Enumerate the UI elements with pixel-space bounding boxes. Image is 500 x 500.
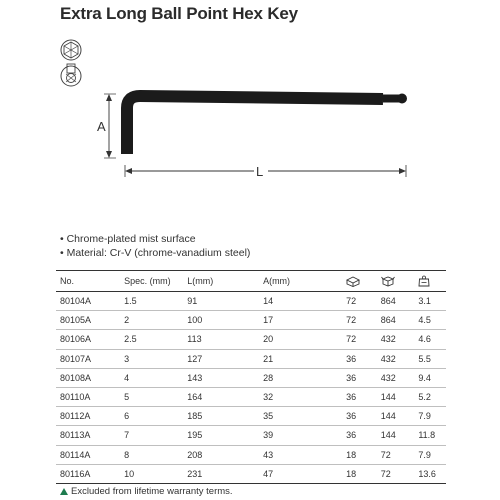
cell-carton: 144 bbox=[377, 426, 415, 445]
cell-l: 195 bbox=[183, 426, 259, 445]
page-title: Extra Long Ball Point Hex Key bbox=[60, 4, 298, 23]
col-header-inner-pack bbox=[342, 271, 377, 292]
cell-l: 208 bbox=[183, 445, 259, 464]
cell-inner-pack: 36 bbox=[342, 368, 377, 387]
cell-no: 80105A bbox=[56, 311, 120, 330]
col-header-spec: Spec. (mm) bbox=[120, 271, 183, 292]
cell-no: 80106A bbox=[56, 330, 120, 349]
cell-inner-pack: 36 bbox=[342, 349, 377, 368]
cell-spec: 6 bbox=[120, 407, 183, 426]
col-header-l: L(mm) bbox=[183, 271, 259, 292]
cell-inner-pack: 36 bbox=[342, 387, 377, 406]
cell-spec: 7 bbox=[120, 426, 183, 445]
cell-carton: 432 bbox=[377, 349, 415, 368]
table-row bbox=[56, 464, 446, 483]
cell-spec: 2.5 bbox=[120, 330, 183, 349]
cell-inner-pack: 18 bbox=[342, 445, 377, 464]
feature-item: • Chrome-plated mist surface bbox=[60, 233, 196, 245]
warranty-note-text: Excluded from lifetime warranty terms. bbox=[71, 486, 233, 497]
spec-table-body bbox=[56, 292, 446, 484]
cell-inner-pack: 72 bbox=[342, 292, 377, 311]
cell-weight: 5.5 bbox=[414, 349, 446, 368]
cell-weight: 7.9 bbox=[414, 445, 446, 464]
cell-weight: 13.6 bbox=[414, 464, 446, 483]
cell-no: 80110A bbox=[56, 387, 120, 406]
cell-weight: 4.6 bbox=[414, 330, 446, 349]
cell-a: 21 bbox=[259, 349, 342, 368]
cell-a: 32 bbox=[259, 387, 342, 406]
cell-carton: 432 bbox=[377, 330, 415, 349]
table-row bbox=[56, 387, 446, 406]
cell-a: 14 bbox=[259, 292, 342, 311]
warranty-note bbox=[60, 486, 233, 497]
table-row bbox=[56, 407, 446, 426]
cell-weight: 7.9 bbox=[414, 407, 446, 426]
cell-weight: 4.5 bbox=[414, 311, 446, 330]
cell-no: 80114A bbox=[56, 445, 120, 464]
table-row bbox=[56, 445, 446, 464]
cell-spec: 1.5 bbox=[120, 292, 183, 311]
cell-carton: 72 bbox=[377, 464, 415, 483]
cell-spec: 5 bbox=[120, 387, 183, 406]
cell-spec: 10 bbox=[120, 464, 183, 483]
feature-list bbox=[60, 232, 250, 260]
cell-carton: 864 bbox=[377, 311, 415, 330]
cell-no: 80113A bbox=[56, 426, 120, 445]
cell-no: 80108A bbox=[56, 368, 120, 387]
cell-l: 100 bbox=[183, 311, 259, 330]
inner-pack-icon bbox=[346, 276, 360, 287]
cell-spec: 4 bbox=[120, 368, 183, 387]
warning-icon bbox=[60, 488, 68, 495]
cell-a: 35 bbox=[259, 407, 342, 426]
cell-no: 80112A bbox=[56, 407, 120, 426]
dim-a-label: A bbox=[97, 119, 106, 134]
cell-a: 17 bbox=[259, 311, 342, 330]
cell-a: 47 bbox=[259, 464, 342, 483]
product-diagram bbox=[0, 30, 500, 230]
cell-l: 185 bbox=[183, 407, 259, 426]
cell-a: 43 bbox=[259, 445, 342, 464]
cell-carton: 864 bbox=[377, 292, 415, 311]
cell-l: 231 bbox=[183, 464, 259, 483]
dimension-l bbox=[125, 164, 406, 179]
cell-inner-pack: 18 bbox=[342, 464, 377, 483]
cell-inner-pack: 72 bbox=[342, 311, 377, 330]
cell-spec: 2 bbox=[120, 311, 183, 330]
cell-l: 113 bbox=[183, 330, 259, 349]
cell-l: 164 bbox=[183, 387, 259, 406]
ball-end-icon bbox=[61, 64, 81, 86]
dimension-a bbox=[97, 94, 116, 158]
cell-weight: 9.4 bbox=[414, 368, 446, 387]
table-row bbox=[56, 292, 446, 311]
table-row bbox=[56, 349, 446, 368]
cell-weight: 11.8 bbox=[414, 426, 446, 445]
hex-key-drawing bbox=[127, 94, 407, 155]
cell-spec: 3 bbox=[120, 349, 183, 368]
table-row bbox=[56, 368, 446, 387]
cell-a: 28 bbox=[259, 368, 342, 387]
cell-a: 39 bbox=[259, 426, 342, 445]
cell-spec: 8 bbox=[120, 445, 183, 464]
weight-icon bbox=[418, 275, 430, 287]
cell-inner-pack: 72 bbox=[342, 330, 377, 349]
cell-l: 91 bbox=[183, 292, 259, 311]
table-row bbox=[56, 426, 446, 445]
cell-weight: 3.1 bbox=[414, 292, 446, 311]
cell-a: 20 bbox=[259, 330, 342, 349]
carton-icon bbox=[381, 275, 395, 287]
cell-carton: 144 bbox=[377, 407, 415, 426]
cell-inner-pack: 36 bbox=[342, 407, 377, 426]
table-header-row bbox=[56, 271, 446, 292]
cell-no: 80116A bbox=[56, 464, 120, 483]
col-header-carton bbox=[377, 271, 415, 292]
spec-table bbox=[56, 270, 446, 484]
col-header-a: A(mm) bbox=[259, 271, 342, 292]
cell-inner-pack: 36 bbox=[342, 426, 377, 445]
cell-no: 80104A bbox=[56, 292, 120, 311]
col-header-no: No. bbox=[56, 271, 120, 292]
feature-item: • Material: Cr-V (chrome-vanadium steel) bbox=[60, 247, 251, 259]
dim-l-label: L bbox=[256, 164, 264, 179]
cell-carton: 432 bbox=[377, 368, 415, 387]
cell-l: 143 bbox=[183, 368, 259, 387]
cell-l: 127 bbox=[183, 349, 259, 368]
table-row bbox=[56, 311, 446, 330]
cell-weight: 5.2 bbox=[414, 387, 446, 406]
col-header-weight bbox=[414, 271, 446, 292]
cell-carton: 72 bbox=[377, 445, 415, 464]
table-row bbox=[56, 330, 446, 349]
hex-socket-icon bbox=[61, 40, 81, 60]
cell-carton: 144 bbox=[377, 387, 415, 406]
cell-no: 80107A bbox=[56, 349, 120, 368]
